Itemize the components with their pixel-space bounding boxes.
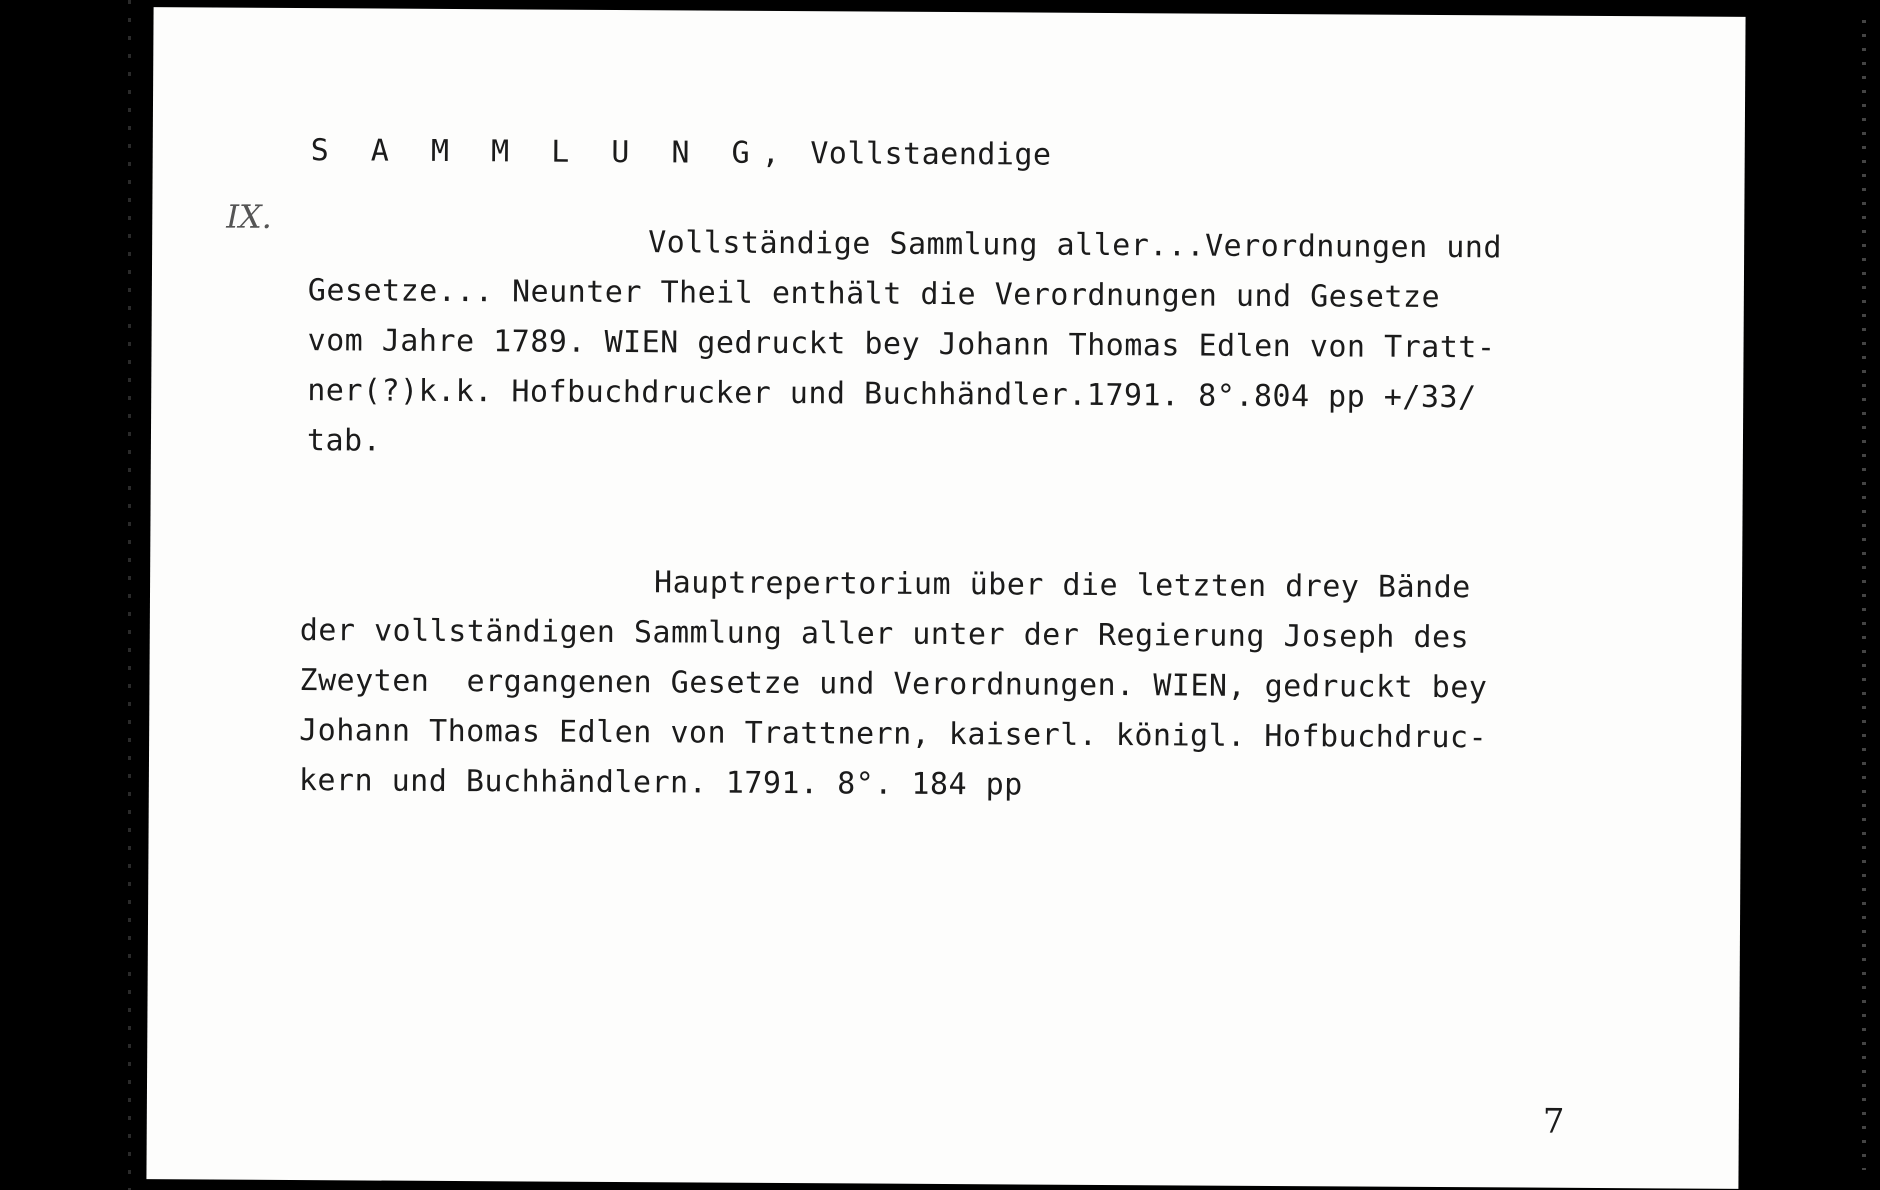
scan-edge-left <box>128 0 131 1190</box>
entry-2-line-3: Zweyten ergangenen Gesetze und Verordnungen. WIEN, gedruckt bey <box>299 663 1488 706</box>
entry-2-indent <box>300 590 654 592</box>
heading-keyword: S A M M L U N G, <box>310 133 792 172</box>
entry-2-line-2: der vollständigen Sammlung aller unter der Regierung Joseph des <box>299 613 1470 656</box>
entry-2-line-1: Hauptrepertorium über die letzten drey Bände <box>653 565 1471 606</box>
entry-1-line-2: Gesetze... Neunter Theil enthält die Verordnungen und Gesetze <box>307 273 1441 316</box>
entry-1-indent <box>308 250 648 252</box>
entry-1-line-5: tab. <box>306 423 382 459</box>
catalog-card <box>146 7 1745 1189</box>
entry-1-line-4: ner(?)k.k. Hofbuchdrucker und Buchhändler.1791. 8°.804 pp +/33/ <box>307 373 1477 416</box>
margin-annotation: IX. <box>226 197 273 236</box>
entry-2 <box>299 556 1488 813</box>
entry-2-line-5: kern und Buchhändlern. 1791. 8°. 184 pp <box>298 763 1023 803</box>
scan-edge-right <box>1862 20 1866 1170</box>
heading-subtitle: Vollstaendige <box>791 136 1052 173</box>
entry-1-line-1: Vollständige Sammlung aller...Verordnungen und <box>648 225 1503 266</box>
entry-1-line-3: vom Jahre 1789. WIEN gedruckt bey Johann Thomas Edlen von Tratt- <box>307 323 1496 366</box>
page-number: 7 <box>1542 1101 1565 1142</box>
card-heading <box>311 126 1052 181</box>
entry-1 <box>307 216 1502 473</box>
entry-2-line-4: Johann Thomas Edlen von Trattnern, kaiserl. königl. Hofbuchdruc- <box>299 713 1488 756</box>
